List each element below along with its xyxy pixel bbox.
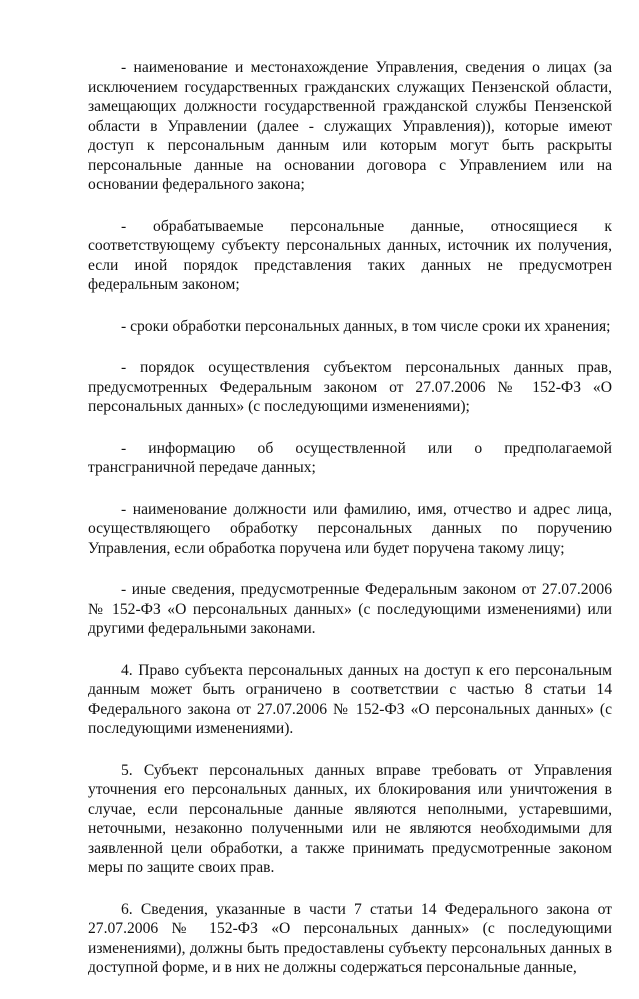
- paragraph-processor-person: - наименование должности или фамилию, имя, отчество и адрес лица, осуществляющего обработку персональных данных по поручению Управления, если обработка поручена или будет поручена такому лицу;: [88, 500, 612, 557]
- paragraph-section-5: 5. Субъект персональных данных вправе требовать от Управления уточнения его персональных данных, их блокирования или уничтожения в случае, если персональные данные являются неполными, устаревшими, неточными, незаконно полученными или не являются необходимыми для заявленной цели обработки, а также принимать предусмотренные законом меры по защите своих прав.: [88, 761, 612, 876]
- paragraph-rights-procedure: - порядок осуществления субъектом персональных данных прав, предусмотренных Федеральным законом от 27.07.2006 № 152-ФЗ «О персональных данных» (с последующими изменениями);: [88, 359, 612, 415]
- paragraph-processed-data: - обрабатываемые персональные данные, относящиеся к соответствующему субъекту персональных данных, источник их получения, если иной порядок представления таких данных не предусмотрен федеральным законом;: [88, 217, 612, 293]
- paragraph-section-6: 6. Сведения, указанные в части 7 статьи 14 Федерального закона от 27.07.2006 № 152-ФЗ «О персональных данных» (с последующими изменениями), должны быть предоставлены субъекту персональных данных в доступной форме, и в них не должны содержаться персональные данные,: [88, 900, 612, 976]
- paragraph-other-information: - иные сведения, предусмотренные Федеральным законом от 27.07.2006 № 152-ФЗ «О персональных данных» (с последующими изменениями) или другими федеральными законами.: [88, 581, 612, 637]
- paragraph-cross-border-transfer: - информацию об осуществленной или о предполагаемой трансграничной передаче данных;: [88, 439, 612, 476]
- document-page: [88, 58, 612, 999]
- paragraph-info-operator: - наименование и местонахождение Управления, сведения о лицах (за исключением государственных гражданских служащих Пензенской области, замещающих должности государственной гражданской службы Пензенской области в Управлении (далее - служащих Управления)), которые имеют доступ к персональным данным или которым могут быть раскрыты персональные данные на основании договора с Управлением или на основании федерального закона;: [88, 59, 612, 193]
- paragraph-processing-terms: - сроки обработки персональных данных, в том числе сроки их хранения;: [121, 317, 611, 335]
- paragraph-section-4: 4. Право субъекта персональных данных на доступ к его персональным данным может быть ограничено в соответствии с частью 8 статьи 14 Федерального закона от 27.07.2006 № 152-ФЗ «О персональных данных» (с последующими изменениями).: [88, 661, 612, 737]
